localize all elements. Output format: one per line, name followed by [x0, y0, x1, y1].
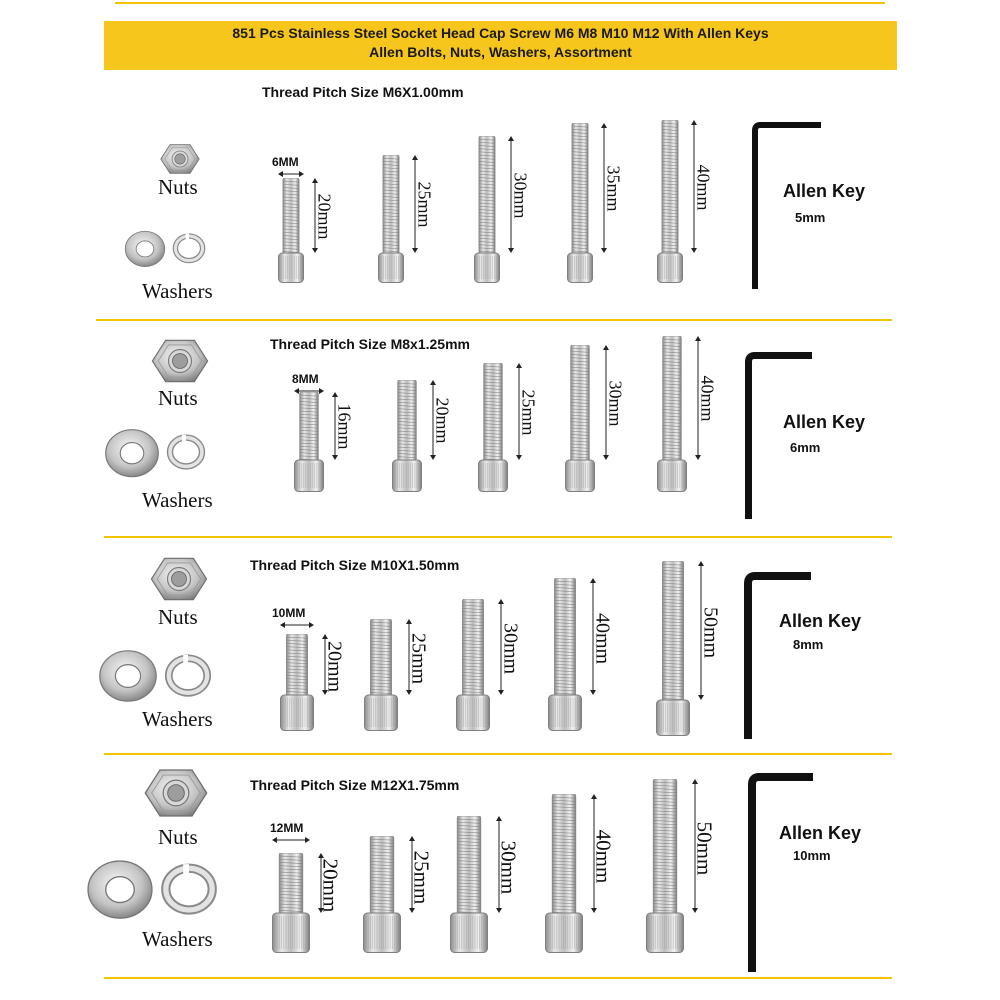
length-label: 25mm [409, 850, 434, 904]
length-label: 35mm [603, 165, 624, 212]
washers-label: Washers [142, 707, 213, 731]
length-label: 16mm [334, 403, 355, 450]
allen-key-label: Allen Key [783, 181, 866, 201]
length-label: 30mm [499, 622, 522, 675]
split-lock-washer-icon [160, 863, 218, 915]
allen-key-size: 10mm [793, 848, 831, 863]
socket-head-cap-screw-icon [478, 363, 508, 492]
socket-head-cap-screw-icon [364, 619, 398, 731]
size-section [0, 78, 1000, 303]
diameter-label: 12MM [270, 821, 304, 835]
allen-key-icon [752, 122, 822, 290]
socket-head-cap-screw-icon [567, 123, 593, 283]
length-label: 40mm [693, 163, 714, 210]
allen-key-label: Allen Key [779, 823, 862, 843]
allen-key-label: Allen Key [779, 611, 862, 631]
size-section [0, 330, 1000, 550]
socket-head-cap-screw-icon [456, 599, 490, 731]
nuts-label: Nuts [158, 386, 198, 410]
length-label: 30mm [510, 171, 531, 218]
length-label: 20mm [318, 858, 343, 913]
section-divider [96, 319, 892, 321]
banner-title-line-2: Allen Bolts, Nuts, Washers, Assortment [369, 44, 632, 60]
length-label: 40mm [591, 612, 614, 664]
length-label: 40mm [591, 829, 616, 883]
hex-nut-icon [160, 142, 200, 176]
hex-nut-icon [150, 556, 208, 602]
nuts-label: Nuts [158, 825, 198, 849]
nuts-label: Nuts [158, 605, 198, 629]
thread-pitch-title: Thread Pitch Size M10X1.50mm [250, 557, 460, 573]
length-label: 25mm [518, 388, 539, 435]
length-label: 20mm [323, 640, 346, 692]
allen-key-icon [745, 352, 813, 520]
allen-key-icon [744, 572, 812, 740]
allen-key-size: 5mm [795, 210, 826, 225]
split-lock-washer-icon [166, 434, 206, 470]
length-label: 20mm [432, 397, 453, 444]
thread-pitch-title: Thread Pitch Size M6X1.00mm [262, 84, 464, 100]
socket-head-cap-screw-icon [280, 634, 314, 731]
diameter-arrow [278, 170, 304, 178]
length-label: 25mm [407, 632, 430, 685]
washers-label: Washers [142, 488, 213, 512]
length-label: 50mm [699, 606, 722, 658]
socket-head-cap-screw-icon [646, 779, 684, 953]
thread-pitch-title: Thread Pitch Size M8x1.25mm [270, 336, 470, 352]
socket-head-cap-screw-icon [392, 380, 422, 492]
split-lock-washer-icon [172, 233, 206, 264]
hex-nut-icon [144, 767, 208, 819]
diameter-label: 8MM [292, 372, 319, 386]
allen-key-size: 8mm [793, 637, 824, 652]
size-section [0, 763, 1000, 983]
flat-washer-icon [104, 428, 160, 478]
socket-head-cap-screw-icon [565, 345, 595, 492]
socket-head-cap-screw-icon [363, 836, 401, 953]
flat-washer-icon [98, 649, 158, 703]
length-label: 40mm [697, 375, 718, 422]
socket-head-cap-screw-icon [548, 578, 582, 731]
split-lock-washer-icon [164, 654, 212, 697]
socket-head-cap-screw-icon [450, 816, 488, 953]
diameter-arrow [272, 836, 310, 844]
washers-label: Washers [142, 927, 213, 951]
socket-head-cap-screw-icon [294, 392, 324, 492]
size-section [0, 546, 1000, 766]
socket-head-cap-screw-icon [545, 794, 583, 953]
socket-head-cap-screw-icon [656, 561, 690, 736]
allen-key-size: 6mm [790, 440, 821, 455]
socket-head-cap-screw-icon [657, 120, 683, 283]
length-label: 50mm [692, 821, 717, 876]
nuts-label: Nuts [158, 175, 198, 199]
title-banner [104, 21, 897, 70]
diameter-label: 6MM [272, 155, 299, 169]
flat-washer-icon [124, 230, 166, 268]
socket-head-cap-screw-icon [278, 178, 304, 283]
allen-key-label: Allen Key [783, 412, 866, 432]
diameter-label: 10MM [272, 606, 306, 620]
length-label: 20mm [314, 192, 335, 239]
thread-pitch-title: Thread Pitch Size M12X1.75mm [250, 777, 460, 793]
washers-label: Washers [142, 279, 213, 303]
length-label: 25mm [414, 181, 435, 228]
socket-head-cap-screw-icon [378, 155, 404, 283]
flat-washer-icon [86, 859, 154, 920]
hex-nut-icon [150, 338, 210, 384]
length-label: 30mm [496, 840, 521, 894]
length-label: 30mm [605, 379, 626, 426]
allen-key-icon [748, 773, 814, 973]
socket-head-cap-screw-icon [272, 853, 310, 953]
diameter-arrow [280, 621, 314, 629]
top-rule [115, 2, 885, 4]
banner-title-line-1: 851 Pcs Stainless Steel Socket Head Cap Screw M6 M8 M10 M12 With Allen Keys [232, 25, 769, 41]
socket-head-cap-screw-icon [657, 336, 687, 492]
socket-head-cap-screw-icon [474, 136, 500, 283]
